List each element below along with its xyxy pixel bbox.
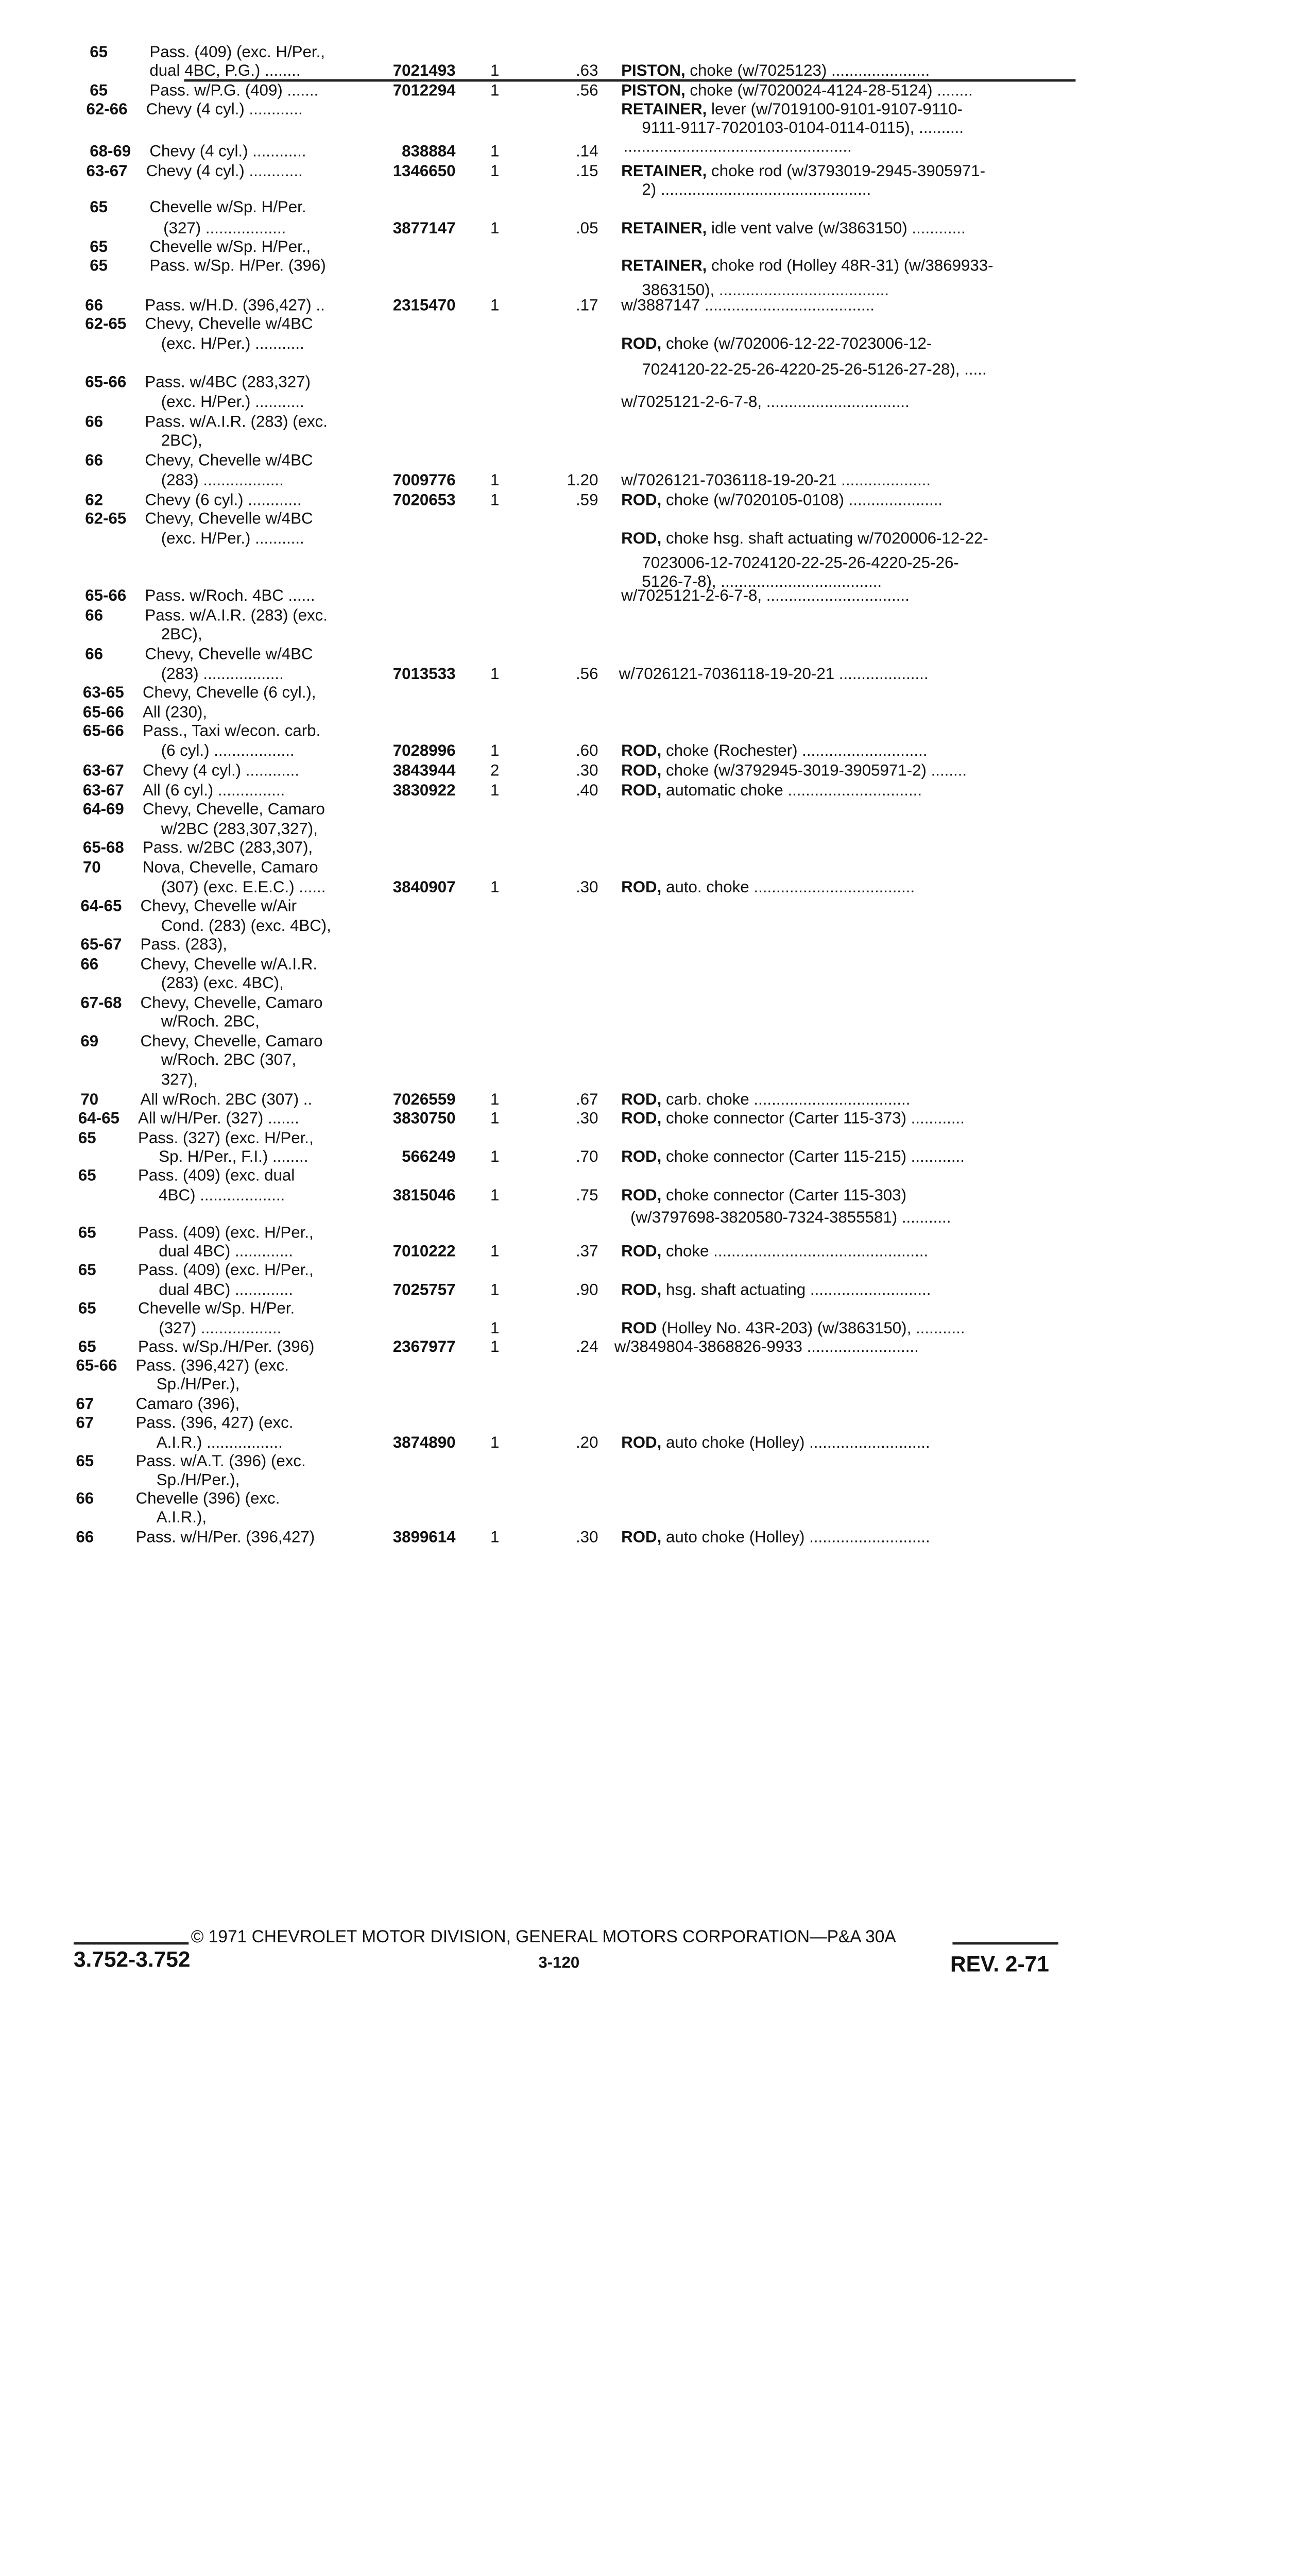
part-name-detail: choke connector (Carter 115-215) ............	[661, 1146, 965, 1165]
model-year: 66	[85, 295, 104, 314]
part-name	[621, 161, 985, 179]
part-name	[621, 1432, 930, 1451]
model-year: 62-65	[85, 314, 127, 333]
price: .20	[575, 1432, 598, 1451]
quantity: 1	[490, 780, 500, 799]
footer-copyright: © 1971 CHEVROLET MOTOR DIVISION, GENERAL MOTORS CORPORATION—P&A 30A	[191, 1927, 896, 1947]
price: .30	[575, 760, 598, 779]
part-name-keyword: ROD,	[621, 740, 662, 759]
part-number: 838884	[402, 141, 456, 160]
application-description: Chevy, Chevelle w/A.I.R.	[140, 954, 318, 973]
price: .40	[575, 780, 598, 799]
part-name-detail: choke (w/3792945-3019-3905971-2) ........	[661, 760, 967, 779]
application-description: All w/H/Per. (327) .......	[138, 1108, 299, 1127]
part-name-detail: auto choke (Holley) ...........................	[661, 1432, 930, 1451]
part-number: 7025757	[392, 1279, 456, 1299]
part-name-detail: w/7026121-7036118-19-20-21 ....................	[619, 664, 929, 683]
application-description: Chevy, Chevelle w/4BC	[145, 450, 313, 469]
application-description: Chevy (4 cyl.) ............	[146, 161, 303, 180]
application-description: (327) ..................	[163, 218, 286, 237]
quantity: 1	[490, 1089, 500, 1108]
application-description: Chevelle w/Sp. H/Per.	[138, 1298, 295, 1317]
part-name	[614, 1337, 919, 1355]
part-name-detail: w/3887147 ......................................	[621, 295, 875, 314]
application-description: Pass. w/A.I.R. (283) (exc.	[145, 605, 328, 624]
application-description: dual 4BC, P.G.) ........	[149, 60, 301, 79]
part-name-keyword: PISTON,	[621, 60, 686, 79]
part-number: 3899614	[392, 1527, 456, 1546]
model-year: 62-66	[86, 99, 128, 118]
model-year: 65	[78, 1128, 96, 1147]
model-year: 65-68	[82, 837, 124, 856]
quantity: 1	[490, 1318, 500, 1337]
part-name-keyword: ROD,	[621, 760, 662, 779]
part-name-keyword: ROD,	[621, 489, 662, 509]
model-year: 63-67	[82, 780, 124, 799]
application-description: Pass. (409) (exc. dual	[138, 1165, 295, 1184]
part-name-detail: 2) ...............................................	[642, 179, 871, 198]
price: .75	[575, 1185, 598, 1204]
model-year: 65-66	[85, 372, 127, 391]
part-name-keyword: ROD,	[621, 877, 662, 896]
part-name	[621, 1090, 910, 1108]
application-description: w/2BC (283,307,327),	[161, 819, 318, 838]
application-description: Chevy, Chevelle (6 cyl.),	[142, 682, 316, 701]
part-name	[621, 334, 932, 352]
quantity: 1	[490, 141, 500, 160]
part-name-detail: choke (w/7020105-0108) .....................	[661, 489, 943, 509]
part-name-detail: choke (w/7020024-4124-28-5124) ........	[685, 80, 973, 99]
part-number: 3830922	[392, 780, 456, 799]
application-description: Pass. (396, 427) (exc.	[135, 1412, 294, 1432]
application-description: Pass. w/A.T. (396) (exc.	[135, 1451, 306, 1470]
application-description: Pass. (409) (exc. H/Per.,	[149, 42, 325, 61]
part-name	[621, 741, 927, 759]
quantity: 1	[490, 740, 500, 759]
model-year: 66	[76, 1527, 94, 1546]
application-description: Pass. w/A.I.R. (283) (exc.	[145, 412, 328, 431]
application-description: (exc. H/Per.) ...........	[161, 528, 304, 547]
application-description: Chevy, Chevelle, Camaro	[140, 1031, 323, 1050]
part-name	[621, 781, 922, 799]
quantity: 2	[490, 760, 500, 779]
part-name-keyword: ROD,	[621, 1241, 662, 1260]
part-name-keyword: ROD,	[621, 528, 662, 547]
application-description: Pass. (409) (exc. H/Per.,	[138, 1222, 314, 1242]
quantity: 1	[490, 1279, 500, 1299]
application-description: Pass. w/4BC (283,327)	[145, 372, 311, 391]
application-description: (exc. H/Per.) ...........	[161, 333, 304, 352]
application-description: Pass. w/Sp./H/Per. (396)	[138, 1336, 315, 1356]
part-name	[642, 359, 986, 378]
part-name-detail: choke (Rochester) ............................	[661, 740, 928, 759]
model-year: 65-66	[85, 585, 127, 604]
model-year: 65	[78, 1336, 96, 1356]
price: .59	[575, 489, 598, 509]
part-name-detail: lever (w/7019100-9101-9107-9110-	[707, 99, 963, 118]
price: .30	[575, 1108, 598, 1127]
part-name-detail: carb. choke ...................................	[661, 1089, 911, 1108]
part-name-detail: choke (w/702006-12-22-7023006-12-	[661, 333, 932, 352]
quantity: 1	[490, 1432, 500, 1451]
price: .15	[575, 161, 598, 180]
part-number: 3874890	[392, 1432, 456, 1451]
model-year: 64-65	[78, 1108, 119, 1127]
part-number: 3830750	[392, 1108, 456, 1127]
part-number: 3815046	[392, 1185, 456, 1204]
part-name	[630, 1207, 951, 1226]
part-name-detail: automatic choke ..............................	[661, 780, 922, 799]
application-description: Sp./H/Per.),	[156, 1374, 240, 1393]
price: .17	[575, 295, 598, 314]
quantity: 1	[490, 80, 500, 99]
application-description: Chevelle w/Sp. H/Per.,	[149, 236, 311, 256]
part-name-keyword: ROD,	[621, 1279, 662, 1299]
model-year: 63-67	[86, 161, 128, 180]
part-name-keyword: ROD,	[621, 780, 662, 799]
part-number: 7010222	[392, 1241, 456, 1260]
part-number: 3840907	[392, 877, 456, 896]
application-description: Nova, Chevelle, Camaro	[142, 857, 318, 876]
application-description: w/Roch. 2BC,	[161, 1011, 260, 1030]
quantity: 1	[490, 161, 500, 180]
application-description: Pass. w/Sp. H/Per. (396)	[149, 255, 326, 275]
part-name	[621, 99, 963, 117]
application-description: Pass. (283),	[140, 934, 228, 953]
part-name-detail: w/7025121-2-6-7-8, ................................	[621, 392, 910, 411]
model-year: 65-66	[82, 721, 124, 740]
part-number: 7009776	[392, 470, 456, 489]
application-description: 4BC) ...................	[159, 1185, 285, 1204]
part-name-detail: 9111-9117-7020103-0104-0114-0115), ..........	[642, 117, 964, 137]
quantity: 1	[490, 295, 500, 314]
part-name	[621, 61, 930, 79]
part-number: 3877147	[392, 218, 456, 237]
application-description: Chevelle (396) (exc.	[135, 1488, 280, 1507]
model-year: 66	[80, 954, 99, 973]
model-year: 65	[78, 1260, 96, 1279]
model-year: 66	[76, 1488, 94, 1507]
application-description: Pass. w/Roch. 4BC ......	[145, 585, 315, 604]
application-description: Camaro (396),	[135, 1394, 240, 1413]
application-description: Chevy (4 cyl.) ............	[142, 760, 300, 779]
price: .05	[575, 218, 598, 237]
part-name-keyword: ROD,	[621, 1089, 662, 1108]
part-name	[621, 1527, 930, 1546]
part-number: 1346650	[392, 161, 456, 180]
part-name-detail: 5126-7-8), ....................................	[642, 571, 882, 590]
model-year: 63-65	[82, 682, 124, 701]
application-description: Chevy (4 cyl.) ............	[149, 141, 306, 160]
application-description: w/Roch. 2BC (307,	[161, 1049, 297, 1069]
application-description: Chevy, Chevelle, Camaro	[142, 799, 325, 818]
application-description: (307) (exc. E.E.C.) ......	[161, 877, 326, 896]
model-year: 65-66	[82, 702, 124, 721]
model-year: 70	[82, 857, 101, 876]
quantity: 1	[490, 218, 500, 237]
application-description: Chevy, Chevelle w/Air	[140, 895, 297, 915]
price: .14	[575, 141, 598, 160]
footer-rule-right	[952, 1942, 1058, 1945]
price: .70	[575, 1146, 598, 1165]
model-year: 65	[90, 42, 108, 61]
part-name-detail: hsg. shaft actuating ...........................	[661, 1279, 931, 1299]
application-description: 2BC),	[161, 624, 202, 643]
part-name-detail: choke rod (Holley 48R-31) (w/3869933-	[707, 255, 993, 275]
model-year: 64-65	[80, 895, 122, 915]
price: .56	[575, 80, 598, 99]
application-description: All (230),	[142, 702, 208, 721]
model-year: 65	[78, 1165, 96, 1184]
application-description: Chevy (4 cyl.) ............	[146, 99, 303, 118]
model-year: 66	[85, 605, 104, 624]
part-name-keyword: ROD,	[621, 1432, 662, 1451]
footer-group-code: 3.752-3.752	[73, 1948, 191, 1973]
part-name	[621, 392, 910, 411]
quantity: 1	[490, 1146, 500, 1165]
quantity: 1	[490, 1336, 500, 1356]
price: .24	[575, 1336, 598, 1356]
application-description: Chevy, Chevelle, Camaro	[140, 992, 323, 1012]
part-name-detail: choke ................................................	[661, 1241, 929, 1260]
model-year: 67	[76, 1412, 94, 1432]
model-year: 67	[76, 1394, 94, 1413]
part-number: 7026559	[392, 1089, 456, 1108]
application-description: (6 cyl.) ..................	[161, 740, 295, 759]
model-year: 65	[90, 80, 108, 99]
part-name	[642, 553, 958, 571]
application-description: (283) ..................	[161, 664, 284, 683]
quantity: 1	[490, 877, 500, 896]
part-name-detail: w/3849804-3868826-9933 .........................	[614, 1336, 919, 1356]
part-name-detail: (w/3797698-3820580-7324-3855581) ...........	[630, 1207, 951, 1226]
part-name-keyword: ROD,	[621, 1185, 662, 1204]
model-year: 65	[76, 1451, 94, 1470]
part-name-detail: (Holley No. 43R-203) (w/3863150), ...........	[657, 1318, 965, 1337]
footer-rule-left	[74, 1942, 189, 1945]
part-number: 7028996	[392, 740, 456, 759]
application-description: Pass., Taxi w/econ. carb.	[142, 721, 321, 740]
quantity: 1	[490, 1108, 500, 1127]
part-name-keyword: ROD,	[621, 333, 662, 352]
model-year: 66	[85, 450, 104, 469]
part-name-detail: 7024120-22-25-26-4220-25-26-5126-27-28), .....	[642, 359, 987, 378]
part-name	[642, 118, 964, 137]
part-name-detail: idle vent valve (w/3863150) ............	[707, 218, 966, 237]
part-number: 7021493	[392, 60, 456, 79]
price: .30	[575, 877, 598, 896]
application-description: (283) (exc. 4BC),	[161, 973, 284, 992]
application-description: A.I.R.),	[156, 1507, 207, 1526]
part-name-detail: choke connector (Carter 115-303)	[661, 1185, 907, 1204]
part-name-detail: w/7025121-2-6-7-8, ................................	[621, 585, 910, 604]
application-description: Pass. w/P.G. (409) .......	[149, 80, 319, 99]
part-name-keyword: ROD,	[621, 1108, 662, 1127]
application-description: All (6 cyl.) ...............	[142, 780, 285, 799]
part-name-detail: auto. choke ....................................	[661, 877, 915, 896]
application-description: 2BC),	[161, 430, 202, 449]
application-description: Chevy (6 cyl.) ............	[145, 489, 302, 509]
part-name-detail: choke hsg. shaft actuating w/7020006-12-22-	[661, 528, 988, 547]
price: 1.20	[567, 470, 598, 489]
model-year: 65	[78, 1298, 96, 1317]
application-description: Pass. (396,427) (exc.	[135, 1355, 289, 1375]
part-name	[621, 218, 966, 236]
quantity: 1	[490, 1185, 500, 1204]
part-name-detail: choke rod (w/3793019-2945-3905971-	[707, 161, 986, 180]
model-year: 65-66	[76, 1355, 117, 1375]
price: .30	[575, 1527, 598, 1546]
part-name	[621, 760, 967, 779]
part-name-keyword: ROD	[621, 1318, 657, 1337]
part-name-keyword: RETAINER,	[621, 218, 707, 237]
part-name-keyword: RETAINER,	[621, 161, 707, 180]
part-name	[621, 1241, 928, 1260]
footer-revision: REV. 2-71	[950, 1953, 1049, 1977]
part-name	[619, 664, 929, 682]
part-number: 2367977	[392, 1336, 456, 1356]
application-description: dual 4BC) .............	[159, 1241, 293, 1260]
application-description: Pass. w/H.D. (396,427) ..	[145, 295, 325, 314]
part-name-detail: choke connector (Carter 115-373) ............	[661, 1108, 965, 1127]
price: .67	[575, 1089, 598, 1108]
model-year: 70	[80, 1089, 99, 1108]
model-year: 66	[85, 412, 104, 431]
part-name	[624, 137, 852, 155]
part-name	[621, 1280, 931, 1298]
model-year: 67-68	[80, 992, 122, 1012]
part-name-detail: 7023006-12-7024120-22-25-26-4220-25-26-	[642, 553, 959, 572]
part-name	[621, 1147, 965, 1165]
part-name	[621, 256, 993, 274]
model-year: 69	[80, 1031, 99, 1050]
part-number: 7020653	[392, 489, 456, 509]
part-number: 566249	[402, 1146, 456, 1165]
quantity: 1	[490, 1527, 500, 1546]
price: .63	[575, 60, 598, 79]
model-year: 64-69	[82, 799, 124, 818]
part-name	[621, 586, 910, 604]
application-description: 327),	[161, 1070, 198, 1089]
part-name	[621, 490, 943, 509]
application-description: Pass. w/2BC (283,307),	[142, 837, 313, 856]
price: .60	[575, 740, 598, 759]
application-description: Pass. w/H/Per. (396,427)	[135, 1527, 315, 1546]
part-name	[621, 1108, 965, 1127]
model-year: 65	[78, 1222, 96, 1242]
part-number: 2315470	[392, 295, 456, 314]
application-description: Chevelle w/Sp. H/Per.	[149, 197, 306, 216]
price: .90	[575, 1279, 598, 1299]
part-name-detail: ...................................................	[623, 136, 852, 156]
part-name-detail: w/7026121-7036118-19-20-21 ....................	[621, 470, 931, 489]
model-year: 68-69	[90, 141, 131, 160]
price: .37	[575, 1241, 598, 1260]
application-description: Pass. (409) (exc. H/Per.,	[138, 1260, 314, 1279]
part-name	[621, 1185, 906, 1204]
part-name-detail: choke (w/7025123) ......................	[685, 60, 930, 79]
application-description: Chevy, Chevelle w/4BC	[145, 509, 313, 528]
quantity: 1	[490, 664, 500, 683]
model-year: 65	[90, 255, 108, 275]
part-name	[621, 80, 973, 99]
quantity: 1	[490, 470, 500, 489]
quantity: 1	[490, 489, 500, 509]
part-number: 7012294	[392, 80, 456, 99]
application-description: A.I.R.) .................	[156, 1432, 283, 1451]
part-name-keyword: RETAINER,	[621, 255, 707, 275]
application-description: (283) ..................	[161, 470, 284, 489]
model-year: 62-65	[85, 509, 127, 528]
quantity: 1	[490, 60, 500, 79]
application-description: Sp./H/Per.),	[156, 1469, 240, 1489]
model-year: 65-67	[80, 934, 122, 953]
part-name	[621, 877, 915, 896]
application-description: Sp. H/Per., F.I.) ........	[159, 1146, 309, 1165]
model-year: 65	[90, 197, 108, 216]
part-name	[642, 180, 871, 198]
price: .56	[575, 664, 598, 683]
part-name-keyword: ROD,	[621, 1527, 662, 1546]
footer-page-number: 3-120	[538, 1953, 580, 1972]
model-year: 62	[85, 489, 104, 509]
part-name-detail: 3863150), ......................................	[642, 280, 889, 299]
part-name	[621, 529, 988, 547]
application-description: (exc. H/Per.) ...........	[161, 392, 304, 411]
application-description: Cond. (283) (exc. 4BC),	[161, 916, 331, 935]
part-number: 3843944	[392, 760, 456, 779]
model-year: 66	[85, 643, 104, 663]
application-description: Chevy, Chevelle w/4BC	[145, 643, 313, 663]
application-description: (327) ..................	[159, 1318, 282, 1337]
quantity: 1	[490, 1241, 500, 1260]
part-name	[621, 470, 931, 488]
application-description: Chevy, Chevelle w/4BC	[145, 314, 313, 333]
part-name-keyword: PISTON,	[621, 80, 686, 99]
part-name-keyword: ROD,	[621, 1146, 662, 1165]
part-name	[621, 1318, 965, 1337]
model-year: 65	[90, 236, 108, 256]
model-year: 63-67	[82, 760, 124, 779]
part-number: 7013533	[392, 664, 456, 683]
part-name	[621, 295, 875, 314]
application-description: Pass. (327) (exc. H/Per.,	[138, 1128, 314, 1147]
part-name-detail: auto choke (Holley) ...........................	[661, 1527, 930, 1546]
part-name-keyword: RETAINER,	[621, 99, 707, 118]
application-description: dual 4BC) .............	[159, 1279, 293, 1299]
application-description: All w/Roch. 2BC (307) ..	[140, 1089, 313, 1108]
